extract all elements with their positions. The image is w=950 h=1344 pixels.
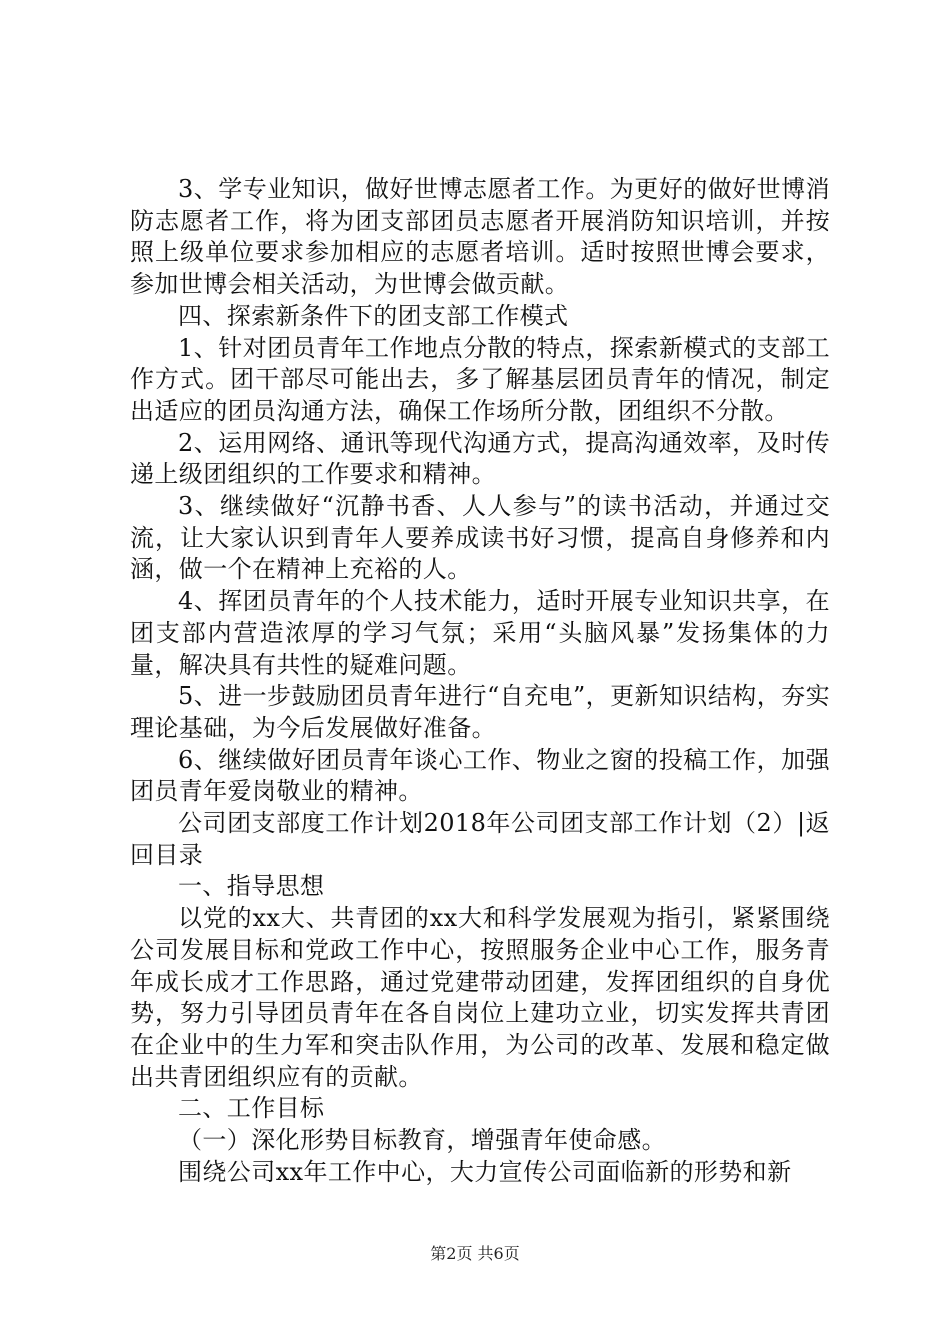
section-heading: 二、工作目标 (178, 1094, 325, 1123)
paragraph: 1、针对团员青年工作地点分散的特点，探索新模式的支部工作方式。团干部尽可能出去，多了解基层团员青年的情况，制定出适应的团员沟通方法，确保工作场所分散，团组织不分散。 (130, 333, 830, 425)
paragraph: 以党的xx大、共青团的xx大和科学发展观为指引，紧紧围绕公司发展目标和党政工作中心，按照服务企业中心工作，服务青年成长成才工作思路，通过党建带动团建，发挥团组织的自身优势，努力引导团员青年在各自岗位上建功立业，切实发挥共青团在企业中的生力军和突击队作用，为公司的改革、发展和稳定做出共青团组织应有的贡献。 (130, 904, 830, 1091)
paragraph: 3、继续做好“沉静书香、人人参与”的读书活动，并通过交流，让大家认识到青年人要养成读书好习惯，提高自身修养和内涵，做一个在精神上充裕的人。 (130, 492, 830, 584)
paragraph: 2、运用网络、通讯等现代沟通方式，提高沟通效率，及时传递上级团组织的工作要求和精神。 (130, 428, 830, 489)
section-heading: 一、指导思想 (178, 872, 325, 901)
section-title-link[interactable]: 公司团支部度工作计划2018年公司团支部工作计划（2）|返回目录 (130, 809, 830, 869)
paragraph: 5、进一步鼓励团员青年进行“自充电”，更新知识结构，夯实理论基础，为今后发展做好准备。 (130, 682, 830, 742)
document-body (130, 174, 830, 1189)
paragraph: 3、学专业知识，做好世博志愿者工作。为更好的做好世博消防志愿者工作，将为团支部团员志愿者开展消防知识培训，并按照上级单位要求参加相应的志愿者培训。适时按照世博会要求，参加世博会相关活动，为世博会做贡献。 (130, 175, 830, 299)
paragraph: 6、继续做好团员青年谈心工作、物业之窗的投稿工作，加强团员青年爱岗敬业的精神。 (130, 745, 830, 806)
section-heading: 四、探索新条件下的团支部工作模式 (178, 301, 569, 330)
page-footer (0, 1244, 950, 1264)
page-indicator: 第2页 共6页 (430, 1244, 520, 1263)
paragraph: 围绕公司xx年工作中心，大力宣传公司面临新的形势和新 (178, 1157, 792, 1186)
paragraph: 4、挥团员青年的个人技术能力，适时开展专业知识共享，在团支部内营造浓厚的学习气氛；采用“头脑风暴”发扬集体的力量，解决具有共性的疑难问题。 (130, 587, 830, 679)
subsection-heading: （一）深化形势目标教育，增强青年使命感。 (178, 1126, 666, 1155)
